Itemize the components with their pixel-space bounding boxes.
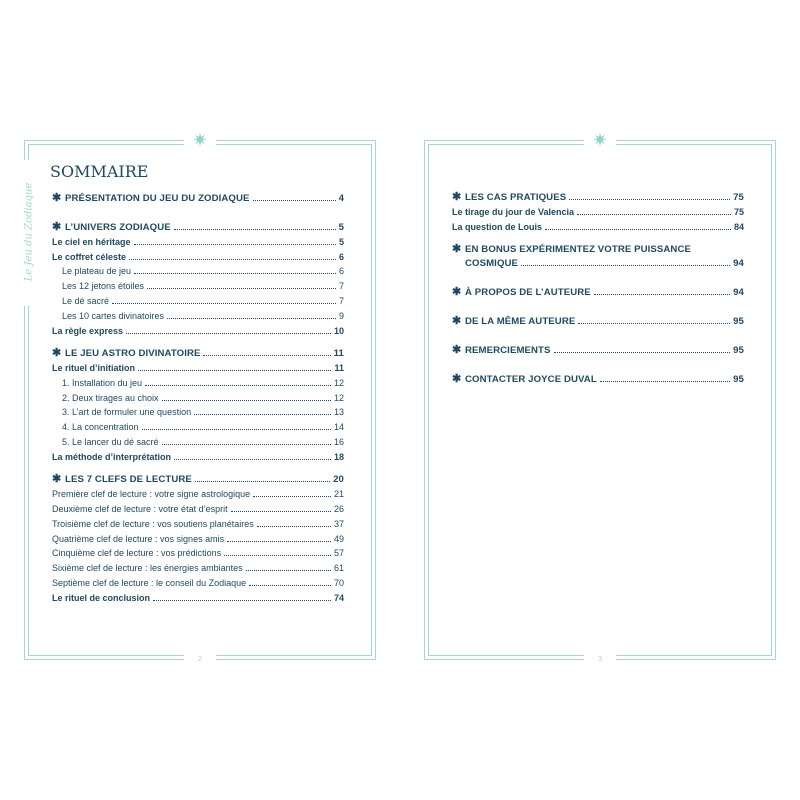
page-number: 3	[598, 656, 602, 663]
star-ornament-icon: ✷	[192, 130, 208, 150]
toc-entry[interactable]: 2. Deux tirages au choix 12	[62, 392, 344, 403]
asterisk-icon: ✱	[52, 473, 62, 486]
toc-section-clefs[interactable]: ✱ LES 7 CLEFS DE LECTURE 20	[52, 473, 344, 486]
asterisk-icon: ✱	[452, 315, 462, 328]
left-page	[23, 130, 376, 663]
toc-entry[interactable]: Le plateau de jeu 6	[62, 266, 344, 277]
toc-entry[interactable]: Septième clef de lecture : le conseil du Zodiaque 70	[52, 578, 344, 589]
asterisk-icon: ✱	[52, 220, 62, 233]
asterisk-icon: ✱	[452, 242, 462, 255]
toc-entry[interactable]: 1. Installation du jeu 12	[62, 377, 344, 388]
toc-entry[interactable]: Le coffret céleste 6	[52, 251, 344, 262]
toc-entry[interactable]: La méthode d’interprétation 18	[52, 452, 344, 463]
toc-entry[interactable]: 3. L’art de formuler une question 13	[62, 407, 344, 418]
page-number: 2	[198, 656, 202, 663]
toc-entry[interactable]: 4. La concentration 14	[62, 422, 344, 433]
asterisk-icon: ✱	[452, 286, 462, 299]
toc-entry[interactable]: Le rituel d’initiation 11	[52, 362, 344, 373]
toc-section-a-propos[interactable]: ✱ À PROPOS DE L’AUTEURE 94	[452, 286, 744, 299]
toc-entry[interactable]: Le ciel en héritage 5	[52, 236, 344, 247]
asterisk-icon: ✱	[52, 346, 62, 359]
asterisk-icon: ✱	[452, 373, 462, 386]
toc-entry[interactable]: Troisième clef de lecture : vos soutiens planétaires 37	[52, 518, 344, 529]
asterisk-icon: ✱	[452, 190, 462, 203]
toc-entry[interactable]: Les 10 cartes divinatoires 9	[62, 311, 344, 322]
asterisk-icon: ✱	[452, 344, 462, 357]
toc-section-bonus[interactable]: ✱ EN BONUS EXPÉRIMENTEZ VOTRE PUISSANCE	[452, 242, 691, 255]
table-of-contents	[52, 189, 344, 604]
toc-entry[interactable]: Deuxième clef de lecture : votre état d’esprit 26	[52, 503, 344, 514]
toc-section-univers[interactable]: ✱ L’UNIVERS ZODIAQUE 5	[52, 220, 344, 233]
toc-section-cas-pratiques[interactable]: ✱ LES CAS PRATIQUES 75	[452, 190, 744, 203]
toc-entry[interactable]: Quatrième clef de lecture : vos signes amis 49	[52, 533, 344, 544]
toc-section-jeu-astro[interactable]: ✱ LE JEU ASTRO DIVINATOIRE 11	[52, 346, 344, 359]
toc-entry[interactable]: Le dé sacré 7	[62, 296, 344, 307]
toc-section-meme-auteure[interactable]: ✱ DE LA MÊME AUTEURE 95	[452, 315, 744, 328]
right-page	[424, 130, 776, 663]
toc-entry[interactable]: La question de Louis 84	[452, 221, 744, 232]
asterisk-icon: ✱	[52, 191, 62, 204]
star-ornament-icon: ✷	[592, 130, 608, 150]
toc-entry[interactable]: 5. Le lancer du dé sacré 16	[62, 437, 344, 448]
toc-entry[interactable]: Première clef de lecture : votre signe astrologique 21	[52, 488, 344, 499]
page-title: SOMMAIRE	[50, 162, 149, 181]
toc-entry[interactable]: Le tirage du jour de Valencia 75	[452, 206, 744, 217]
toc-section-remerciements[interactable]: ✱ REMERCIEMENTS 95	[452, 344, 744, 357]
toc-entry[interactable]: Les 12 jetons étoiles 7	[62, 281, 344, 292]
toc-section-contacter[interactable]: ✱ CONTACTER JOYCE DUVAL 95	[452, 373, 744, 386]
toc-entry[interactable]: Le rituel de conclusion 74	[52, 593, 344, 604]
toc-section-bonus-cont[interactable]: COSMIQUE 94	[465, 258, 744, 270]
side-running-title: Le Jeu du Zodiaque	[23, 182, 35, 282]
toc-entry[interactable]: La règle express 10	[52, 326, 344, 337]
toc-entry[interactable]: Sixième clef de lecture : les énergies ambiantes 61	[52, 563, 344, 574]
toc-section-presentation[interactable]: ✱ PRÉSENTATION DU JEU DU ZODIAQUE 4	[52, 191, 344, 204]
toc-entry[interactable]: Cinquième clef de lecture : vos prédictions 57	[52, 548, 344, 559]
table-of-contents	[452, 188, 744, 385]
